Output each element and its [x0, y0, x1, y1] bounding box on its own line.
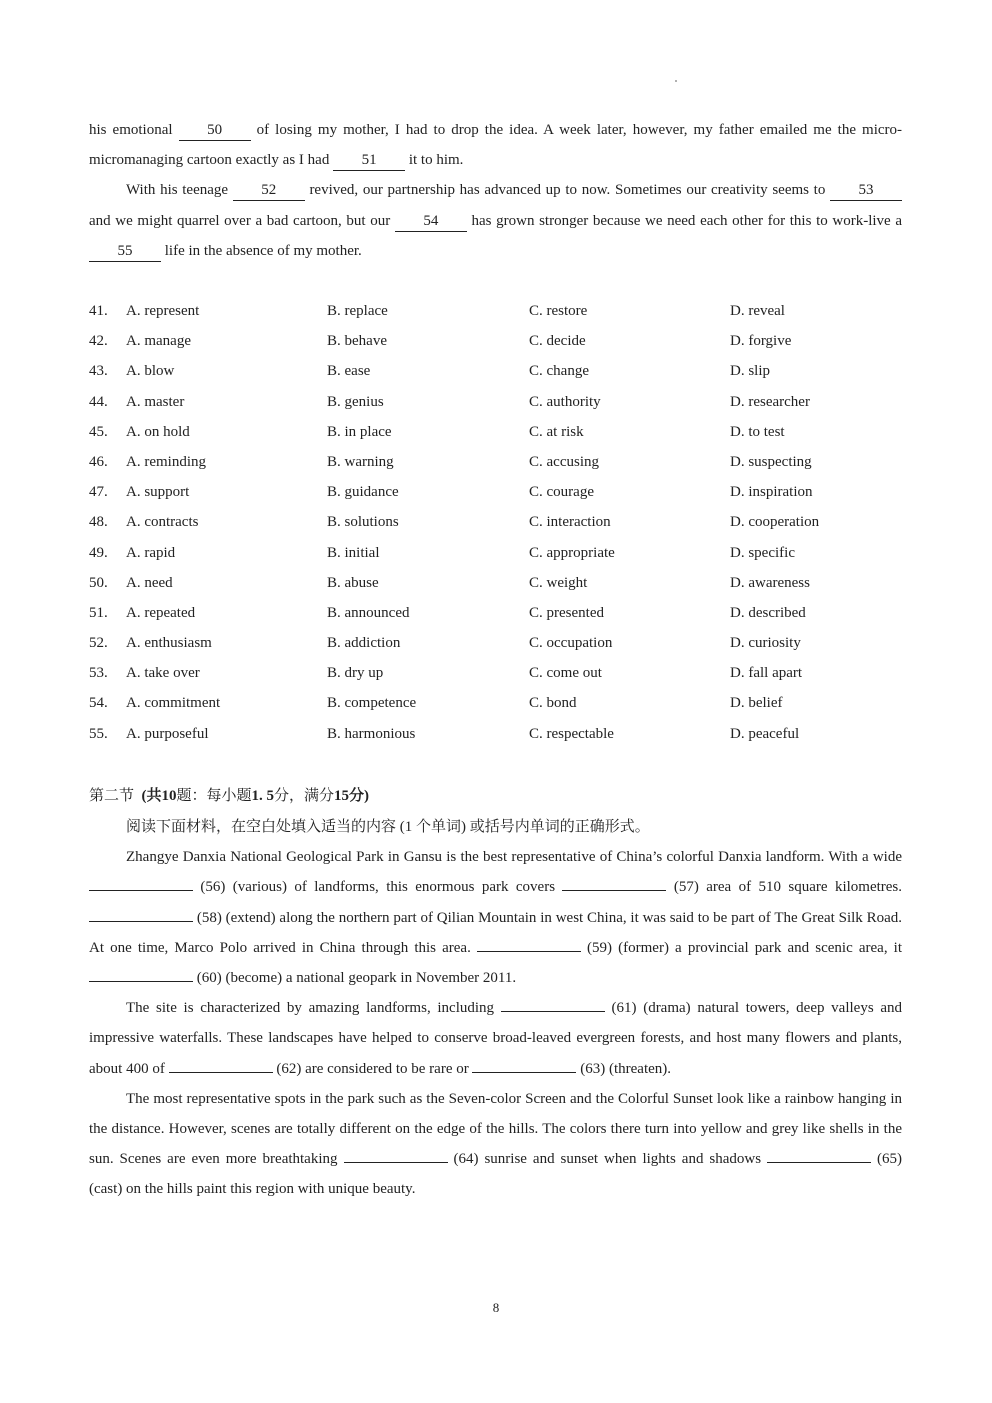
option-c: C. accusing — [529, 453, 599, 470]
option-d: D. reveal — [730, 303, 785, 319]
question-number: 52. — [89, 635, 108, 652]
option-c: C. change — [529, 363, 589, 380]
option-row — [89, 688, 902, 718]
text-fragment: and we might quarrel over a bad cartoon, but our — [89, 212, 391, 229]
section-info-open: (共 — [141, 788, 162, 804]
section-info-mid2: 分，满分 — [274, 788, 335, 804]
option-b: B. in place — [327, 423, 392, 440]
blank-50: 50 — [179, 121, 251, 141]
option-a: A. commitment — [126, 695, 221, 712]
option-b: B. dry up — [327, 665, 384, 682]
option-a: A. master — [126, 393, 185, 410]
text-fragment: (60) (become) a national geopark in November 2011. — [196, 970, 517, 987]
option-a: A. contracts — [126, 514, 199, 531]
blank-56 — [89, 890, 193, 891]
blank-65 — [767, 1162, 871, 1163]
option-a: A. purposeful — [126, 725, 209, 742]
option-d: D. belief — [730, 695, 783, 712]
option-a: A. represent — [126, 303, 200, 319]
option-c: C. weight — [529, 574, 588, 591]
blank-63 — [472, 1072, 576, 1073]
option-d: D. inspiration — [730, 484, 813, 501]
question-number: 44. — [89, 393, 108, 410]
section-2-header — [89, 781, 369, 811]
option-d: D. curiosity — [730, 635, 801, 652]
option-row — [89, 356, 902, 386]
passage-paragraph-2 — [89, 175, 902, 266]
option-b: B. addiction — [327, 635, 401, 652]
option-a: A. support — [126, 484, 190, 501]
blank-51: 51 — [333, 151, 405, 171]
option-d: D. researcher — [730, 393, 810, 410]
option-a: A. rapid — [126, 544, 176, 561]
option-d: D. suspecting — [730, 453, 812, 470]
option-a: A. enthusiasm — [126, 635, 212, 652]
option-c: C. respectable — [529, 725, 614, 742]
option-d: D. forgive — [730, 333, 792, 350]
option-row — [89, 719, 902, 749]
section-info-mid1: 题：每小题 — [176, 788, 252, 804]
option-d: D. described — [730, 604, 806, 621]
points-per-question: 1. 5 — [251, 788, 275, 804]
text-fragment: of losing my mother, I had to drop the idea. A week later, however, my father emailed me — [256, 122, 832, 138]
question-number: 43. — [89, 363, 108, 380]
question-number: 51. — [89, 604, 108, 621]
blank-55: 55 — [89, 242, 161, 262]
option-row — [89, 538, 902, 568]
question-number: 45. — [89, 423, 108, 440]
text-fragment: the micro-micromanaging cartoon exactly as I had — [89, 122, 903, 169]
option-b: B. initial — [327, 544, 380, 561]
option-row — [89, 628, 902, 658]
blank-61 — [501, 1011, 605, 1012]
section-instruction: 阅读下面材料，在空白处填入适当的内容 (1 个单词) 或括号内单词的正确形式。 — [126, 819, 650, 835]
option-b: B. behave — [327, 333, 387, 350]
text-fragment: his emotional — [89, 122, 173, 138]
text-fragment: With his teenage — [126, 182, 229, 199]
option-a: A. need — [126, 574, 173, 591]
option-d: D. cooperation — [730, 514, 820, 531]
option-row — [89, 598, 902, 628]
option-c: C. come out — [529, 665, 602, 682]
option-b: B. ease — [327, 363, 371, 380]
text-fragment: (62) are considered to be rare or — [276, 1060, 469, 1077]
option-row — [89, 507, 902, 537]
option-d: D. fall apart — [730, 665, 803, 682]
option-a: A. blow — [126, 363, 175, 380]
option-b: B. announced — [327, 604, 410, 621]
option-c: C. interaction — [529, 514, 611, 531]
passage-paragraph-1 — [89, 115, 902, 175]
question-number: 55. — [89, 725, 108, 742]
option-d: D. to test — [730, 423, 785, 440]
text-fragment: Zhangye Danxia National Geological Park in Gansu is the best representative of China’s colorful Danxia landform. With a wide — [126, 849, 902, 866]
stray-dot — [675, 80, 677, 82]
question-number: 48. — [89, 514, 108, 531]
text-fragment: (59) (former) a provincial park and scenic area, it — [587, 939, 903, 956]
option-row — [89, 417, 902, 447]
question-number: 41. — [89, 303, 108, 319]
option-b: B. harmonious — [327, 725, 416, 742]
option-row — [89, 296, 902, 326]
option-b: B. replace — [327, 303, 388, 319]
option-c: C. authority — [529, 393, 601, 410]
option-a: A. on hold — [126, 423, 190, 440]
option-c: C. bond — [529, 695, 577, 712]
text-fragment: (63) (threaten). — [580, 1060, 672, 1077]
question-count: 10 — [161, 788, 177, 804]
option-b: B. guidance — [327, 484, 399, 501]
text-fragment: The site is characterized by amazing landforms, including — [126, 1000, 495, 1017]
blank-59 — [477, 951, 581, 952]
text-fragment: revived, our partnership has advanced up to now. Sometimes our creativity seems to — [309, 182, 826, 199]
text-fragment: (61) (drama) natural towers, deep valleys and impressive waterfalls. These landscapes have helped to conserve broad-leaved evergreen forests, and host many flowers and plants, about 400 of — [89, 1000, 903, 1077]
text-fragment: (56) (various) of landforms, this enormous park covers — [200, 879, 556, 896]
option-b: B. abuse — [327, 574, 379, 591]
option-c: C. restore — [529, 303, 588, 319]
question-number: 54. — [89, 695, 108, 712]
option-d: D. slip — [730, 363, 771, 380]
blank-64 — [344, 1162, 448, 1163]
option-a: A. repeated — [126, 604, 196, 621]
question-number: 53. — [89, 665, 108, 682]
section-title: 第二节 — [89, 788, 135, 804]
question-number: 49. — [89, 544, 108, 561]
page-number: 8 — [492, 1300, 500, 1315]
total-points: 15 — [334, 788, 350, 804]
option-row — [89, 658, 902, 688]
question-number: 50. — [89, 574, 108, 591]
option-row — [89, 387, 902, 417]
question-number: 46. — [89, 453, 108, 470]
option-row — [89, 568, 902, 598]
option-d: D. specific — [730, 544, 795, 561]
blank-57 — [562, 890, 666, 891]
text-fragment: (58) (extend) along the northern part of Qilian Mountain in west China, it was said to be part of The Great Silk Road. At one time, Marco Polo arrived in China through this area. — [89, 909, 903, 956]
text-fragment: The most representative spots in the park such as the Seven-color Screen and the Colorful Sunset look like a rainbow hanging in the distance. However, scenes are totally different on the edge of the hills. The colors there turn into yellow and grey like shells in the sun. Scenes are even more breathtaking — [89, 1090, 902, 1168]
text-fragment: (64) sunrise and sunset when lights and shadows — [453, 1151, 762, 1168]
option-c: C. decide — [529, 333, 586, 350]
blank-54: 54 — [395, 212, 467, 232]
option-c: C. occupation — [529, 635, 613, 652]
question-number: 42. — [89, 333, 108, 350]
option-c: C. at risk — [529, 423, 584, 440]
section-info-close: 分) — [349, 788, 370, 804]
text-fragment: (65) (cast) on the hills paint this region with unique beauty. — [89, 1151, 903, 1198]
option-b: B. genius — [327, 393, 384, 410]
option-row — [89, 326, 902, 356]
answer-options-list — [89, 296, 902, 749]
blank-62 — [169, 1072, 273, 1073]
option-a: A. take over — [126, 665, 200, 682]
blank-52: 52 — [233, 181, 305, 201]
text-fragment: it to him. — [408, 152, 464, 169]
blank-58 — [89, 921, 193, 922]
option-d: D. peaceful — [730, 725, 800, 742]
text-fragment: (57) area of 510 square kilometres. — [673, 879, 903, 896]
option-row — [89, 477, 902, 507]
blank-60 — [89, 981, 193, 982]
cloze-passage — [89, 115, 902, 266]
option-c: C. appropriate — [529, 544, 615, 561]
passage2-paragraph-2 — [89, 993, 902, 1084]
text-fragment: life in the absence of my mother. — [164, 242, 362, 259]
option-a: A. manage — [126, 333, 191, 350]
passage2-paragraph-1 — [89, 842, 902, 993]
option-c: C. courage — [529, 484, 594, 501]
blank-53: 53 — [830, 181, 902, 201]
question-number: 47. — [89, 484, 108, 501]
option-a: A. reminding — [126, 453, 206, 470]
grammar-fill-passage — [89, 812, 902, 1205]
option-b: B. competence — [327, 695, 417, 712]
option-row — [89, 447, 902, 477]
option-b: B. warning — [327, 453, 394, 470]
option-c: C. presented — [529, 604, 604, 621]
option-d: D. awareness — [730, 574, 810, 591]
passage2-paragraph-3 — [89, 1084, 902, 1205]
option-b: B. solutions — [327, 514, 399, 531]
text-fragment: has grown stronger because we need each other for this to work-live a — [471, 212, 902, 229]
